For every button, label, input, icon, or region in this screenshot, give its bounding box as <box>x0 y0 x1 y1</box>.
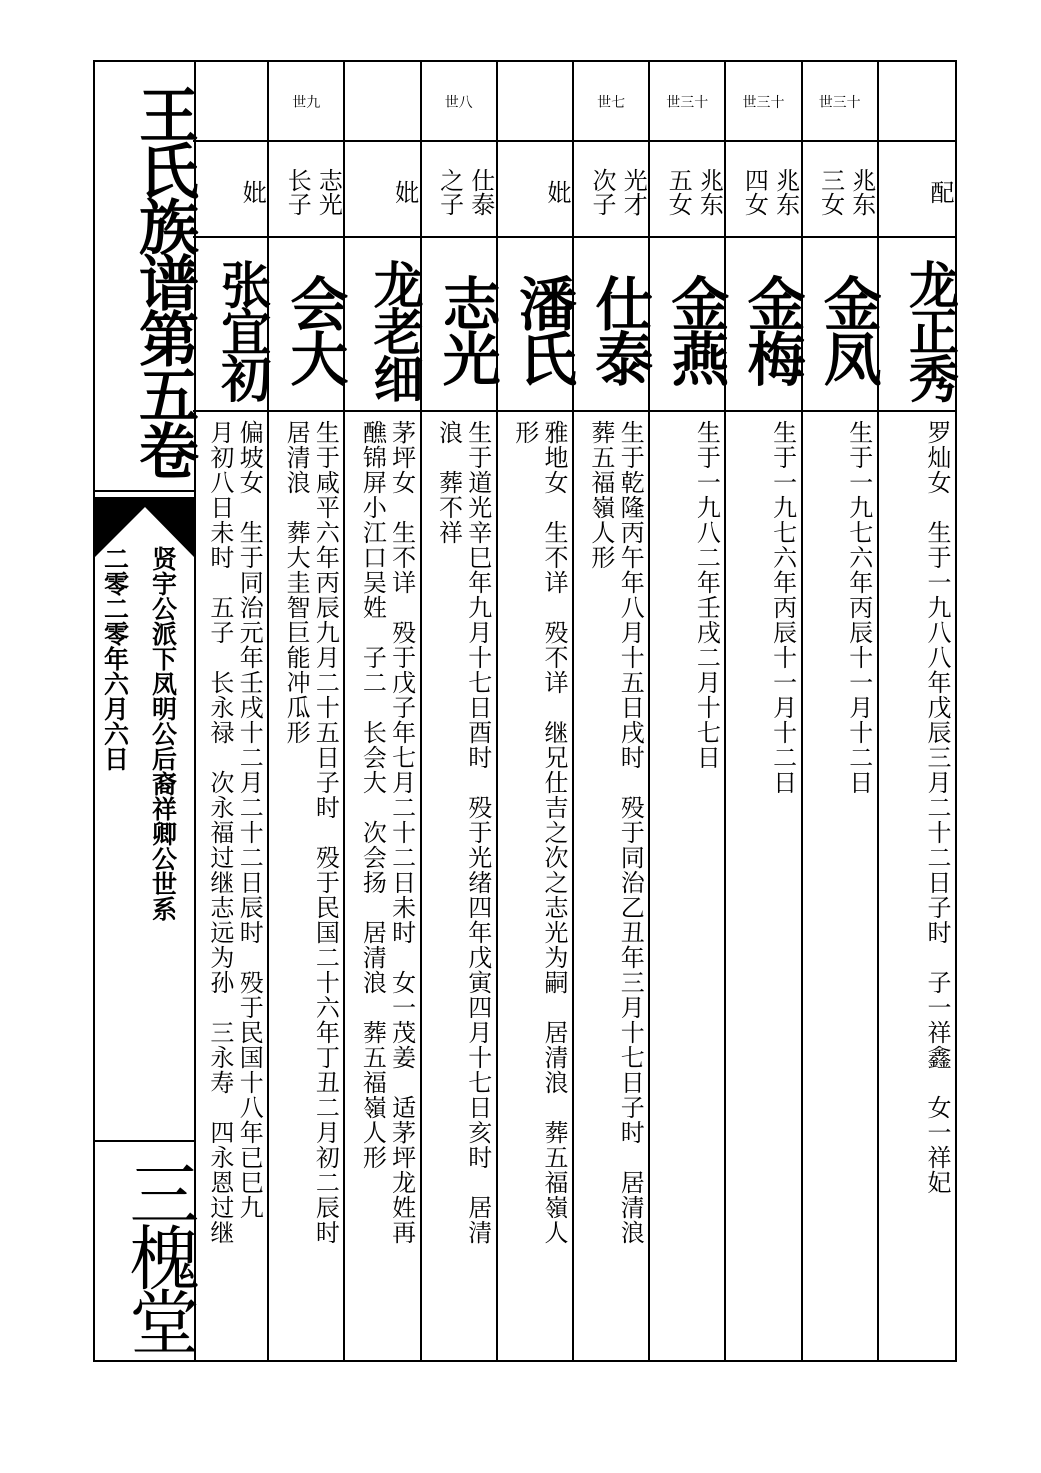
generation-cell <box>879 62 955 142</box>
entry-column <box>726 62 806 1360</box>
entry-column <box>422 62 501 1360</box>
generation-cell <box>345 62 419 142</box>
relation-cell <box>498 142 572 238</box>
biography-cell <box>650 412 724 1360</box>
entry-column <box>498 62 577 1360</box>
biography-text: 生于乾隆丙午年八月十五日戌时 殁于同治乙丑年三月十七日子时 居清浪 葬五福嶺人形 <box>586 420 645 1245</box>
entry-column <box>345 62 425 1360</box>
relation-cell <box>574 142 648 238</box>
name-cell <box>193 238 273 412</box>
person-name: 金梅 <box>737 274 806 384</box>
name-cell <box>574 238 654 412</box>
biography-text: 茅坪女 生不详 殁于戊子年七月二十二日未时 女一茂姜 适茅坪龙姓再 醮锦屏小江口吴姓 子二 长会大 次会扬 居清浪 葬五福嶺人形 <box>358 420 416 1245</box>
entry-column <box>269 62 349 1360</box>
generation-label: 世三十 <box>742 95 785 111</box>
generation-label: 世八 <box>444 95 473 111</box>
spine-hall-box <box>95 1140 200 1362</box>
generation-cell <box>422 62 496 142</box>
relation-cell <box>193 142 267 238</box>
name-cell <box>498 238 577 412</box>
generation-label: 世三十 <box>666 95 709 111</box>
biography-text: 生于一九七六年丙辰十一月十二日 <box>844 420 873 795</box>
relation-cell <box>650 142 724 238</box>
relation-cell <box>269 142 343 238</box>
generation-label: 世七 <box>597 95 626 111</box>
person-name: 张宜初 <box>213 258 273 400</box>
name-cell <box>803 238 882 412</box>
biography-cell <box>726 412 800 1360</box>
person-name: 龙正秀 <box>900 258 960 400</box>
name-cell <box>269 238 349 412</box>
biography-cell <box>345 412 419 1360</box>
biography-cell <box>803 412 877 1360</box>
relation-label: 志光 长子 <box>283 168 343 216</box>
entry-column <box>650 62 730 1360</box>
biography-cell <box>879 412 955 1360</box>
biography-text: 偏坡女 生于同治元年壬戌十二月二十二日辰时 殁于民国十八年已巳九 月初八日未时 五子 长永禄 次永福过继志远为孙 三永寿 四永恩过继 <box>205 420 264 1245</box>
relation-label: 配 <box>925 180 954 204</box>
name-cell <box>726 238 806 412</box>
book-title: 王氏族谱第五卷 <box>129 84 199 476</box>
biography-text: 生于咸平六年丙辰九月二十五日子时 殁于民国二十六年丁丑二月初二辰时 居清浪 葬大圭智巨能冲瓜形 <box>282 420 340 1245</box>
spine-panel <box>95 62 200 1360</box>
generation-cell <box>193 62 267 142</box>
relation-cell <box>879 142 955 238</box>
generation-cell <box>726 62 800 142</box>
publish-date: 二零二零年六月六日 <box>100 546 130 771</box>
name-cell <box>345 238 425 412</box>
biography-text: 罗灿女 生于一九八八年戊辰三月二十二日子时 子一祥鑫 女一祥妃 <box>922 420 951 1195</box>
relation-cell <box>803 142 877 238</box>
hall-name: 三槐堂 <box>118 1158 200 1350</box>
relation-label: 妣 <box>542 180 571 204</box>
entry-column <box>574 62 654 1360</box>
relation-cell <box>422 142 496 238</box>
biography-cell <box>269 412 343 1360</box>
biography-cell <box>422 412 496 1360</box>
entry-column <box>193 62 273 1360</box>
biography-text: 生于道光辛巳年九月十七日酉时 殁于光绪四年戊寅四月十七日亥时 居清 浪 葬不祥 <box>434 420 492 1245</box>
relation-label: 兆东 三女 <box>816 168 876 216</box>
genealogy-page <box>93 60 960 1362</box>
generation-cell <box>650 62 724 142</box>
generation-cell <box>574 62 648 142</box>
biography-cell <box>193 412 267 1360</box>
relation-label: 妣 <box>238 180 267 204</box>
relation-cell <box>726 142 800 238</box>
spine-middle <box>95 490 194 1142</box>
relation-label: 兆东 五女 <box>664 168 724 216</box>
generation-cell <box>269 62 343 142</box>
biography-cell <box>574 412 648 1360</box>
person-name: 金凤 <box>813 274 882 384</box>
biography-text: 生于一九七六年丙辰十一月十二日 <box>768 420 797 795</box>
branch-subtitle: 贤宇公派下凤明公后裔祥卿公世系 <box>148 546 178 921</box>
generation-cell <box>498 62 572 142</box>
person-name: 金燕 <box>661 274 730 384</box>
generation-cell <box>803 62 877 142</box>
generation-label: 世三十 <box>818 95 861 111</box>
entry-column <box>803 62 882 1360</box>
relation-label: 光才 次子 <box>588 168 648 216</box>
relation-cell <box>345 142 419 238</box>
biography-text: 生于一九八二年壬戌二月十七日 <box>692 420 721 770</box>
biography-text: 雅地女 生不详 殁不详 继兄仕吉之次之志光为嗣 居清浪 葬五福嶺人 形 <box>510 420 568 1245</box>
name-cell <box>650 238 730 412</box>
person-name: 潘氏 <box>508 274 577 384</box>
name-cell <box>422 238 501 412</box>
relation-label: 仕泰 之子 <box>435 168 495 216</box>
divider-line <box>95 490 194 492</box>
generation-label: 世九 <box>292 95 321 111</box>
person-name: 志光 <box>432 274 501 384</box>
relation-label: 妣 <box>390 180 419 204</box>
biography-cell <box>498 412 572 1360</box>
entry-column <box>879 62 960 1360</box>
name-cell <box>879 238 960 412</box>
person-name: 仕泰 <box>585 274 654 384</box>
person-name: 会大 <box>280 274 349 384</box>
relation-label: 兆东 四女 <box>740 168 800 216</box>
person-name: 龙老细 <box>365 258 425 400</box>
